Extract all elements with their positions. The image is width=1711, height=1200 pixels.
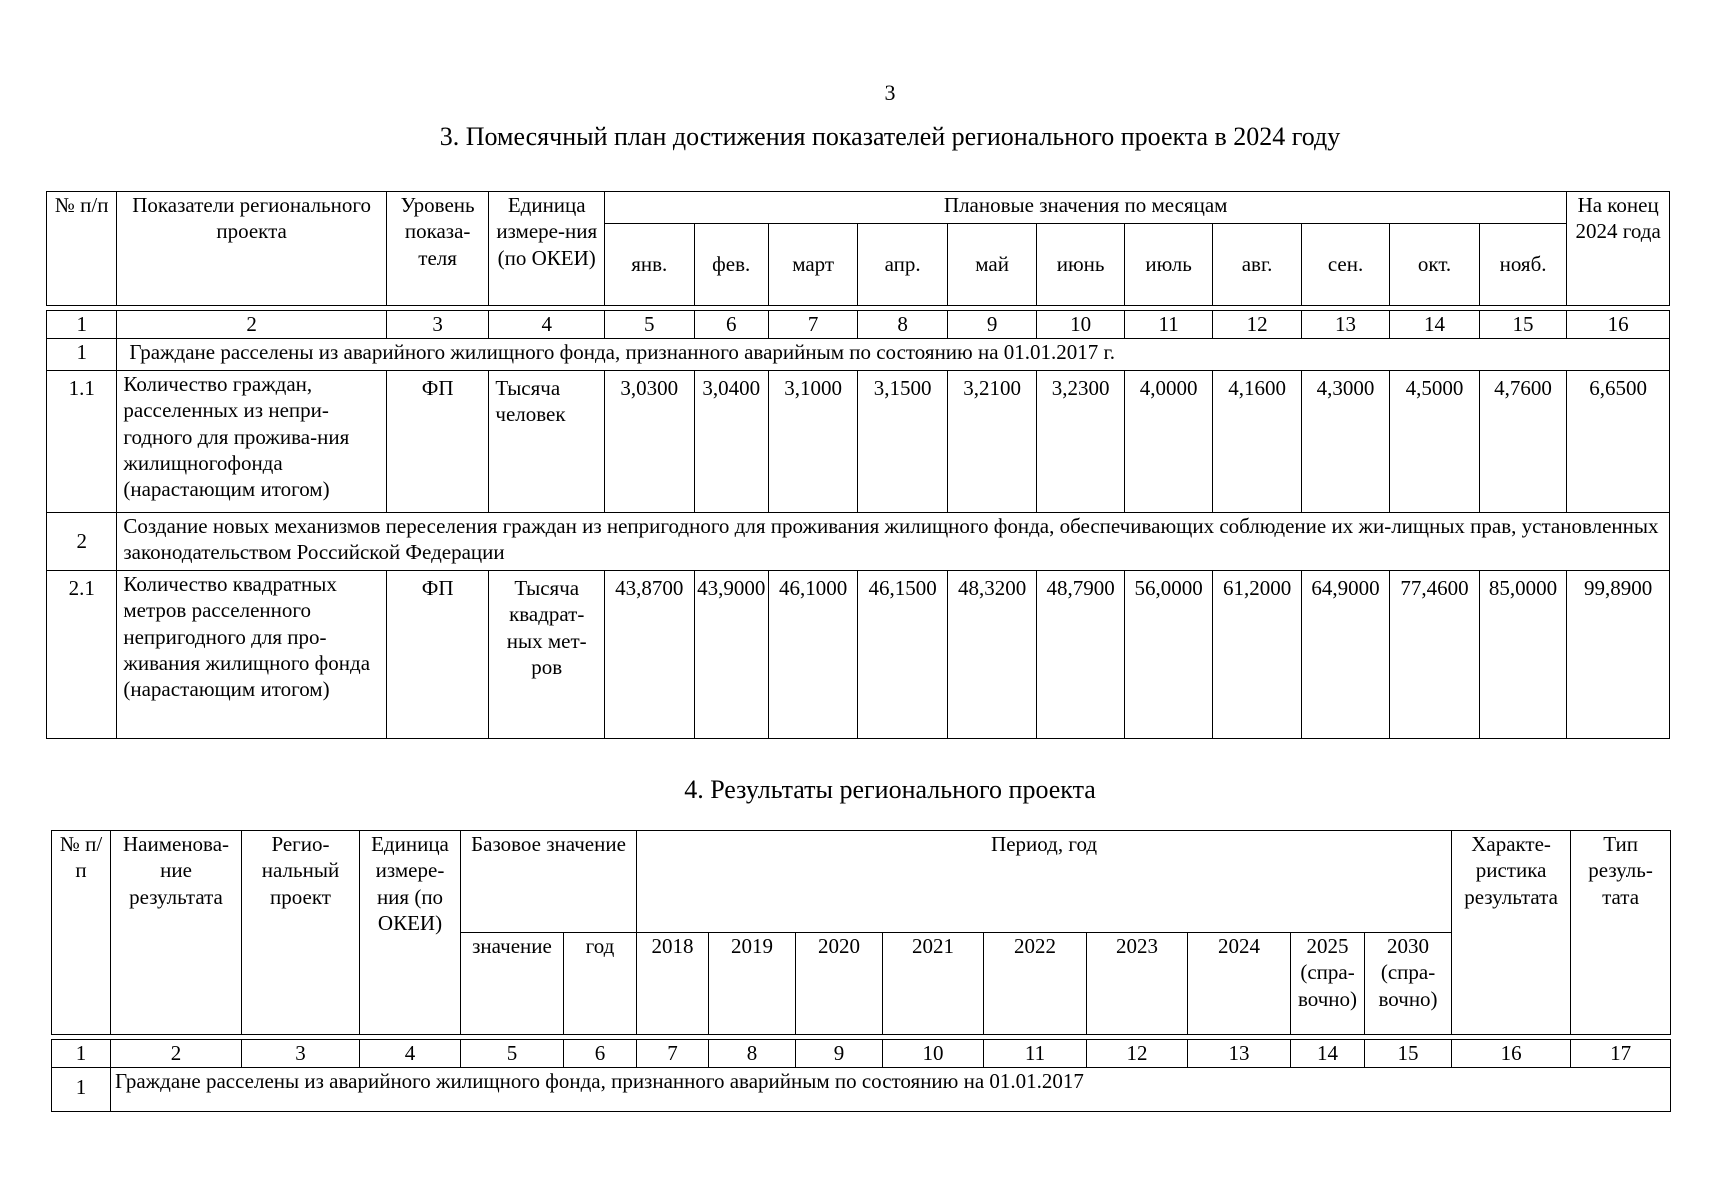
indicator-name: Количество квадратных метров расселенного непригодного для про-живания жилищного фонда (нарастающим итогом) <box>117 571 386 739</box>
column-number: 3 <box>386 311 489 339</box>
column-number-row <box>52 1040 1671 1068</box>
indicator-unit: Тысяча квадрат-ных мет-ров <box>489 571 605 739</box>
column-number: 16 <box>1452 1040 1571 1068</box>
column-number: 14 <box>1390 311 1479 339</box>
column-number: 1 <box>52 1040 111 1068</box>
header-period: Период, год <box>637 831 1452 933</box>
group-row <box>47 339 1670 371</box>
page-number: 3 <box>884 80 896 105</box>
month-value: 4,3000 <box>1301 371 1389 513</box>
month-value: 46,1000 <box>768 571 857 739</box>
end-of-year-value: 6,6500 <box>1567 371 1670 513</box>
column-number: 12 <box>1213 311 1301 339</box>
indicator-name: Количество граждан, расселенных из непри-годного для прожива-ния жилищногофонда (нарастающим итогом) <box>117 371 386 513</box>
month-header: май <box>947 224 1036 306</box>
column-number: 17 <box>1571 1040 1671 1068</box>
year-header: 2025 (спра-вочно) <box>1291 933 1365 1035</box>
header-result-name: Наименова-ние результата <box>111 831 242 1035</box>
indicator-unit: Тысяча человек <box>489 371 605 513</box>
month-value: 3,0400 <box>694 371 768 513</box>
month-value: 4,7600 <box>1479 371 1567 513</box>
month-value: 3,2300 <box>1037 371 1124 513</box>
year-header: 2020 <box>796 933 883 1035</box>
header-base-value: Базовое значение <box>461 831 637 933</box>
column-number-row <box>47 311 1670 339</box>
month-header: июль <box>1124 224 1212 306</box>
column-number: 8 <box>709 1040 796 1068</box>
month-header: июнь <box>1037 224 1124 306</box>
column-number: 13 <box>1188 1040 1291 1068</box>
column-number: 1 <box>47 311 117 339</box>
month-header: фев. <box>694 224 768 306</box>
column-number: 9 <box>796 1040 883 1068</box>
header-unit: Единица измере-ния (по ОКЕИ) <box>360 831 461 1035</box>
month-value: 77,4600 <box>1390 571 1479 739</box>
column-number: 10 <box>1037 311 1124 339</box>
month-value: 4,1600 <box>1213 371 1301 513</box>
monthly-plan-table <box>46 191 1670 739</box>
group-number: 2 <box>47 513 117 571</box>
column-number: 6 <box>694 311 768 339</box>
column-number: 13 <box>1301 311 1389 339</box>
table-row <box>47 571 1670 739</box>
header-level: Уровень показа-теля <box>386 192 489 306</box>
group-title: Граждане расселены из аварийного жилищного фонда, признанного аварийным по состоянию на 01.01.2017 г. <box>117 339 1670 371</box>
results-table <box>51 830 1671 1112</box>
column-number: 4 <box>489 311 605 339</box>
year-header: 2022 <box>984 933 1087 1035</box>
month-header: окт. <box>1390 224 1479 306</box>
header-planned-values: Плановые значения по месяцам <box>605 192 1567 224</box>
header-result-type: Тип резуль-тата <box>1571 831 1671 1035</box>
year-header: 2018 <box>637 933 709 1035</box>
header-characteristic: Характе-ристика результата <box>1452 831 1571 1035</box>
month-value: 43,9000 <box>694 571 768 739</box>
column-number: 8 <box>858 311 947 339</box>
indicator-level: ФП <box>386 371 489 513</box>
column-number: 9 <box>947 311 1036 339</box>
header-unit: Единица измере-ния (по ОКЕИ) <box>489 192 605 306</box>
group-row <box>47 513 1670 571</box>
column-number: 15 <box>1479 311 1567 339</box>
year-header: 2030 (спра-вочно) <box>1365 933 1452 1035</box>
month-header: нояб. <box>1479 224 1567 306</box>
month-value: 3,2100 <box>947 371 1036 513</box>
year-header: 2023 <box>1087 933 1188 1035</box>
column-number: 3 <box>242 1040 360 1068</box>
column-number: 2 <box>111 1040 242 1068</box>
header-no: № п/п <box>52 831 111 1035</box>
group-row <box>52 1068 1671 1112</box>
column-number: 12 <box>1087 1040 1188 1068</box>
month-value: 3,1500 <box>858 371 947 513</box>
month-header: апр. <box>858 224 947 306</box>
column-number: 16 <box>1567 311 1670 339</box>
column-number: 2 <box>117 311 386 339</box>
year-header: 2024 <box>1188 933 1291 1035</box>
column-number: 7 <box>637 1040 709 1068</box>
column-number: 15 <box>1365 1040 1452 1068</box>
column-number: 7 <box>768 311 857 339</box>
column-number: 11 <box>984 1040 1087 1068</box>
column-number: 6 <box>564 1040 637 1068</box>
month-value: 48,3200 <box>947 571 1036 739</box>
header-base-value-value: значение <box>461 933 564 1035</box>
month-header: янв. <box>605 224 694 306</box>
group-title: Создание новых механизмов переселения граждан из непригодного для проживания жилищного фонда, обеспечивающих соблюдение их жи-лищных прав, установленных законодательством Российской Федерации <box>117 513 1670 571</box>
month-header: авг. <box>1213 224 1301 306</box>
header-indicator: Показатели регионального проекта <box>117 192 386 306</box>
month-value: 4,5000 <box>1390 371 1479 513</box>
row-number: 2.1 <box>47 571 117 739</box>
month-header: сен. <box>1301 224 1389 306</box>
group-title: Граждане расселены из аварийного жилищного фонда, признанного аварийным по состоянию на 01.01.2017 <box>111 1068 1671 1112</box>
end-of-year-value: 99,8900 <box>1567 571 1670 739</box>
row-number: 1.1 <box>47 371 117 513</box>
header-no: № п/п <box>47 192 117 306</box>
section-3-title: 3. Помесячный план достижения показателей регионального проекта в 2024 году <box>439 122 1341 151</box>
month-value: 48,7900 <box>1037 571 1124 739</box>
header-regional-project: Регио-нальный проект <box>242 831 360 1035</box>
group-number: 1 <box>47 339 117 371</box>
column-number: 10 <box>883 1040 984 1068</box>
month-value: 3,1000 <box>768 371 857 513</box>
group-number: 1 <box>52 1068 111 1112</box>
header-base-value-year: год <box>564 933 637 1035</box>
column-number: 5 <box>461 1040 564 1068</box>
month-value: 56,0000 <box>1124 571 1212 739</box>
month-value: 4,0000 <box>1124 371 1212 513</box>
indicator-level: ФП <box>386 571 489 739</box>
year-header: 2021 <box>883 933 984 1035</box>
month-value: 64,9000 <box>1301 571 1389 739</box>
month-value: 46,1500 <box>858 571 947 739</box>
month-value: 3,0300 <box>605 371 694 513</box>
month-value: 85,0000 <box>1479 571 1567 739</box>
month-value: 61,2000 <box>1213 571 1301 739</box>
column-number: 5 <box>605 311 694 339</box>
column-number: 14 <box>1291 1040 1365 1068</box>
header-end-of-year: На конец 2024 года <box>1567 192 1670 306</box>
column-number: 11 <box>1124 311 1212 339</box>
column-number: 4 <box>360 1040 461 1068</box>
year-header: 2019 <box>709 933 796 1035</box>
section-4-title: 4. Результаты регионального проекта <box>684 775 1096 804</box>
table-row <box>47 371 1670 513</box>
month-value: 43,8700 <box>605 571 694 739</box>
month-header: март <box>768 224 857 306</box>
